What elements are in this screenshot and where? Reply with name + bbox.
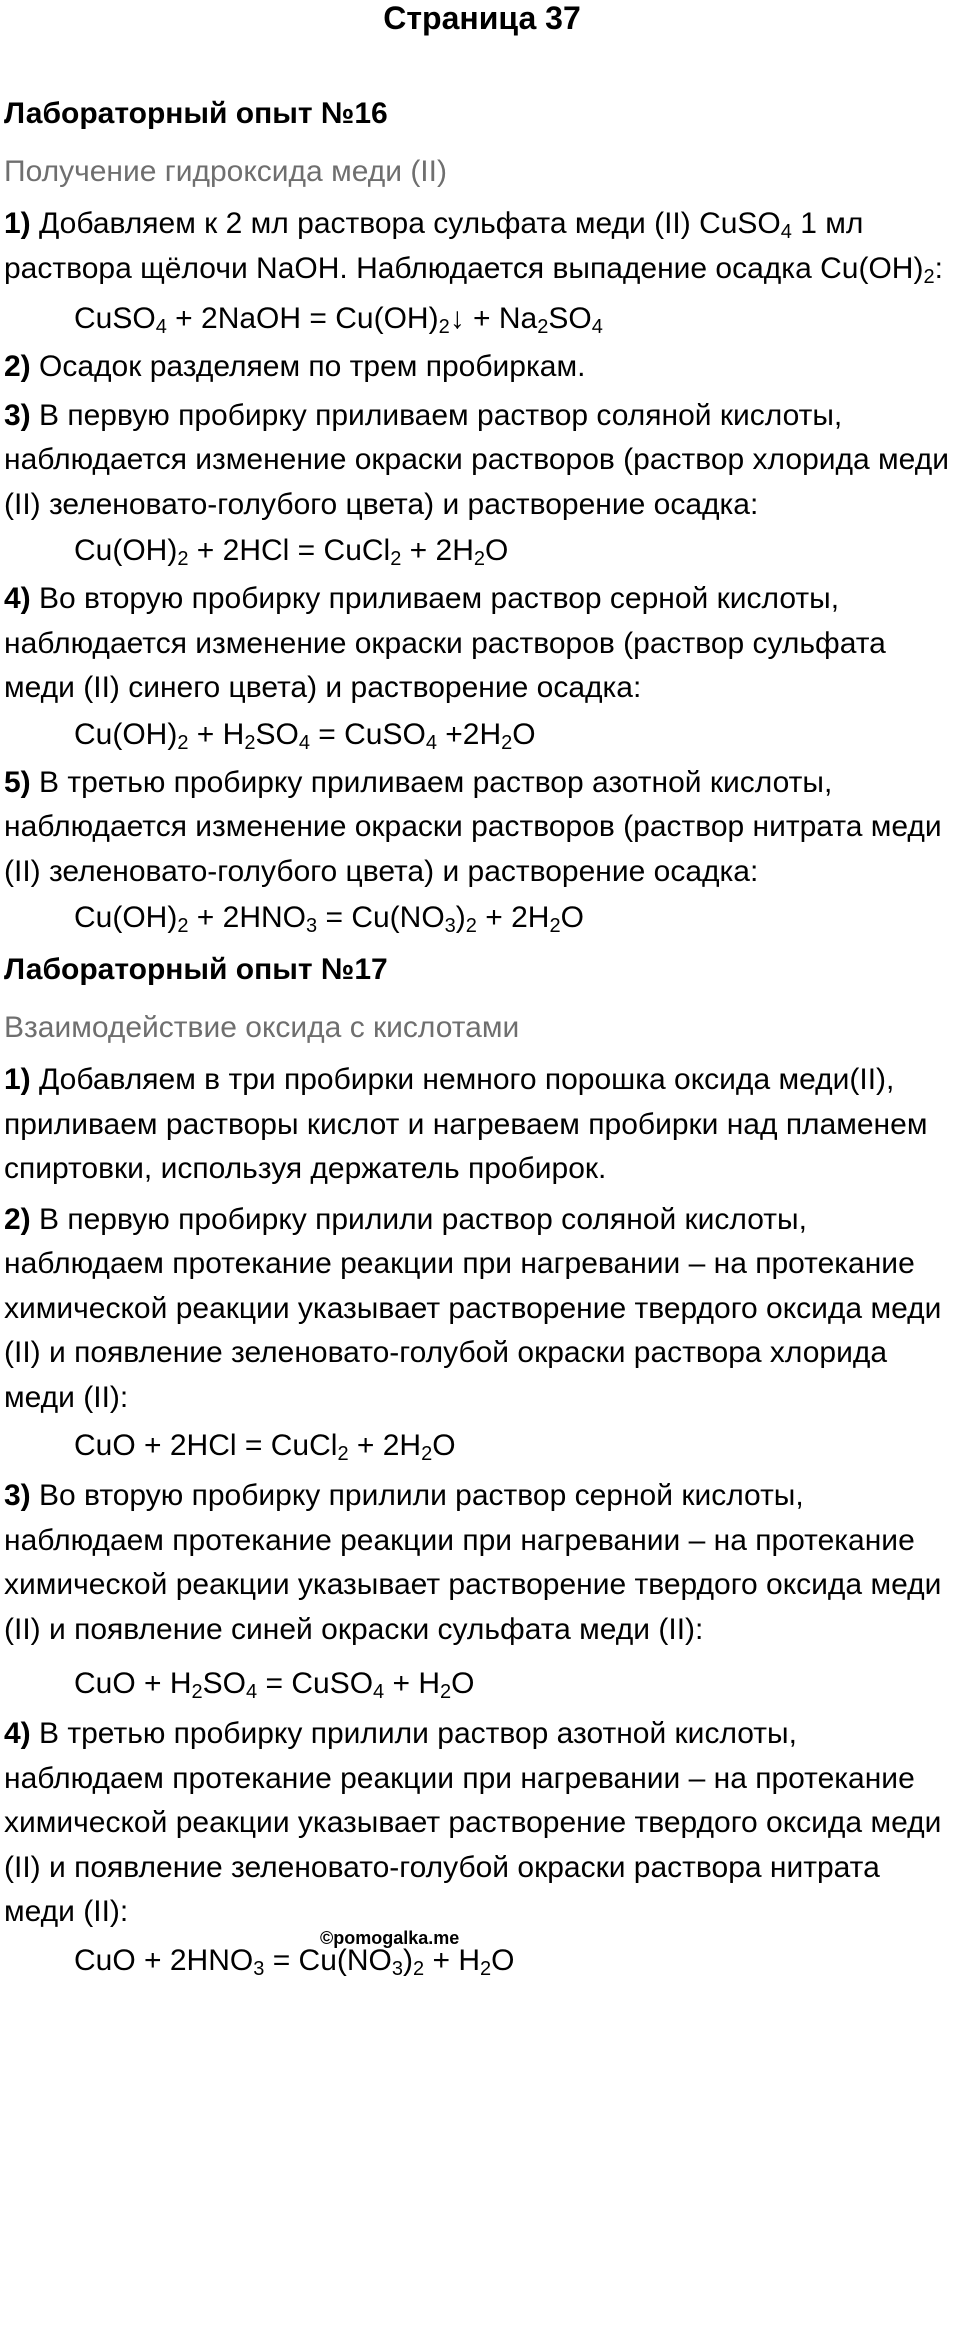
subscript: 2: [337, 1443, 349, 1465]
step-number: 1): [4, 207, 31, 240]
lab-17-equation-2: [4, 1424, 960, 1468]
subscript: 2: [473, 548, 486, 570]
lab-16-section: [4, 94, 960, 940]
subscript: 2: [244, 731, 256, 754]
step-number: 5): [4, 765, 31, 799]
eq-part: O: [485, 534, 509, 567]
step-number: 1): [4, 1063, 31, 1096]
lab-16-step-2: [4, 345, 960, 390]
subscript: 2: [191, 1681, 203, 1703]
subscript: 2: [465, 915, 477, 937]
subscript: 3: [306, 915, 318, 937]
step-text: Добавляем к 2 мл раствора сульфата меди (II) CuSO: [30, 207, 781, 240]
subscript: 2: [177, 731, 189, 754]
eq-part: + 2HNO: [188, 901, 307, 934]
eq-part: O: [512, 717, 536, 751]
page-title: Страница 37: [383, 0, 581, 36]
lab-16-subtitle: Получение гидроксида меди (II): [4, 155, 447, 188]
eq-part: + 2NaOH = Cu(OH): [166, 302, 439, 335]
lab-16-equation-1: [4, 297, 960, 341]
watermark: ©pomogalka.me: [320, 1928, 460, 1948]
eq-part: Cu(OH): [74, 717, 178, 751]
step-text: Во вторую пробирку приливаем раствор серной кислоты, наблюдается изменение окраски растворов (раствор сульфата меди (II) синего цвета) и растворение осадка:: [4, 582, 886, 704]
subscript: 4: [298, 731, 310, 754]
subscript: 2: [177, 548, 189, 570]
step-number: 2): [4, 350, 31, 383]
eq-part: = Cu(NO: [317, 901, 445, 934]
subscript: 4: [373, 1681, 385, 1703]
step-text: Осадок разделяем по трем пробиркам.: [30, 350, 586, 383]
lab-16-equation-5: [4, 896, 960, 940]
lab-17-heading: Лабораторный опыт №17: [4, 953, 388, 986]
eq-part: Cu(OH): [74, 901, 178, 934]
subscript: 2: [440, 1681, 452, 1703]
step-text: :: [934, 251, 943, 285]
subscript: 3: [253, 1957, 265, 1980]
step-text: В первую пробирку прилили раствор соляной кислоты, наблюдаем протекание реакции при нагревании – на протекание химической реакции указывает растворение твердого оксида меди (II) и появление зеленовато-голубой окраски раствора хлорида меди (II):: [4, 1202, 942, 1414]
lab-17-equation-3: [4, 1662, 960, 1706]
subscript: 2: [480, 1957, 492, 1980]
lab-17-step-4: [4, 1712, 960, 1935]
step-number: 2): [4, 1202, 31, 1236]
step-text: Добавляем в три пробирки немного порошка оксида меди(II), приливаем растворы кислот и нагреваем пробирки над пламенем спиртовки, используя держатель пробирок.: [4, 1063, 928, 1185]
step-text: В третью пробирку прилили раствор азотной кислоты, наблюдаем протекание реакции при нагревании – на протекание химической реакции указывает растворение твердого оксида меди (II) и появление зеленовато-голубой окраски раствора нитрата меди (II):: [4, 1717, 942, 1928]
subscript: 2: [501, 731, 513, 754]
eq-part: SO: [548, 302, 592, 335]
lab-17-step-2: [4, 1198, 960, 1421]
eq-part: SO: [255, 717, 299, 751]
subscript: 2: [537, 316, 549, 338]
eq-part: O: [432, 1429, 456, 1462]
subscript: 4: [425, 731, 437, 754]
eq-part: = Cu(NO: [264, 1943, 392, 1977]
eq-part: + H: [188, 717, 245, 751]
lab-16-step-5: [4, 761, 960, 895]
lab-16-step-3: [4, 394, 960, 528]
eq-part: CuO + H: [74, 1667, 192, 1700]
eq-part: O: [491, 1943, 515, 1977]
lab-17-subtitle: Взаимодействие оксида с кислотами: [4, 1011, 520, 1044]
subscript: 2: [413, 1957, 425, 1980]
step-text: 1 мл раствора щёлочи NaOH. Наблюдается выпадение осадка Cu(OH): [4, 207, 924, 285]
eq-part: +2H: [436, 717, 502, 751]
lab-16-step-4: [4, 577, 960, 711]
lab-17-section: [4, 950, 960, 1983]
eq-part: + H: [384, 1667, 441, 1700]
step-number: 4): [4, 1717, 31, 1750]
eq-part: SO: [202, 1667, 247, 1700]
subscript: 2: [421, 1443, 433, 1465]
lab-16-equation-4: [4, 713, 960, 757]
step-text: В третью пробирку приливаем раствор азотной кислоты, наблюдается изменение окраски растворов (раствор нитрата меди (II) зеленовато-голубого цвета) и растворение осадка:: [4, 765, 942, 888]
lab-17-step-3: [4, 1474, 960, 1652]
eq-part: ↓ + Na: [449, 302, 538, 335]
subscript: 4: [780, 221, 792, 243]
lab-17-equation-4: [4, 1939, 960, 1983]
eq-part: ): [455, 901, 466, 934]
subscript: 4: [155, 316, 167, 338]
subscript: 4: [591, 316, 603, 338]
eq-part: CuO + 2HCl = CuCl: [74, 1429, 338, 1462]
subscript: 2: [390, 548, 402, 570]
subscript: 4: [246, 1681, 258, 1703]
step-text: В первую пробирку приливаем раствор соляной кислоты, наблюдается изменение окраски растворов (раствор хлорида меди (II) зеленовато-голубого цвета) и растворение осадка:: [4, 398, 949, 521]
eq-part: = CuSO: [257, 1667, 374, 1700]
eq-part: + 2H: [401, 534, 474, 567]
subscript: 2: [549, 915, 561, 937]
eq-part: ): [403, 1943, 414, 1977]
eq-part: + 2H: [476, 901, 550, 934]
step-number: 3): [4, 398, 31, 432]
lab-17-step-1: [4, 1058, 960, 1192]
eq-part: + 2H: [348, 1429, 422, 1462]
subscript: 3: [391, 1957, 404, 1980]
lab-16-heading: Лабораторный опыт №16: [4, 97, 388, 130]
eq-part: Cu(OH): [74, 534, 178, 567]
step-text: Во вторую пробирку прилили раствор серной кислоты, наблюдаем протекание реакции при нагревании – на протекание химической реакции указывает растворение твердого оксида меди (II) и появление синей окраски сульфата меди (II):: [4, 1479, 942, 1646]
eq-part: CuO + 2HNO: [74, 1943, 254, 1977]
subscript: 2: [177, 915, 189, 937]
eq-part: = CuSO: [309, 717, 426, 751]
lab-16-step-1: [4, 202, 960, 291]
step-number: 3): [4, 1479, 31, 1512]
eq-part: + H: [424, 1943, 480, 1977]
eq-part: O: [451, 1667, 475, 1700]
lab-16-equation-3: [4, 529, 960, 573]
step-number: 4): [4, 582, 31, 615]
subscript: 2: [438, 316, 450, 338]
eq-part: CuSO: [74, 302, 156, 335]
eq-part: + 2HCl = CuCl: [188, 534, 391, 567]
eq-part: O: [560, 901, 584, 934]
subscript: 2: [923, 265, 935, 288]
subscript: 3: [444, 915, 456, 937]
